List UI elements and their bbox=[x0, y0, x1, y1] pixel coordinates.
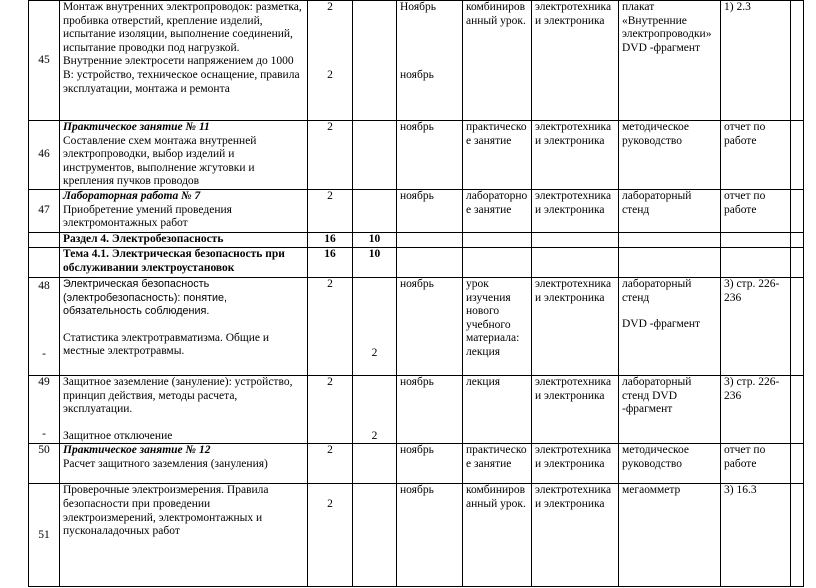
equipment-cell: лабораторный стенд bbox=[619, 189, 721, 232]
equipment-cell: мегаомметр bbox=[619, 484, 721, 587]
empty-cell bbox=[791, 1, 804, 121]
empty-cell bbox=[463, 232, 532, 247]
topic-cell bbox=[60, 1, 308, 121]
hours-value: 2 bbox=[327, 68, 333, 81]
empty-cell bbox=[791, 277, 804, 375]
section-title: Раздел 4. Электробезопасность bbox=[60, 232, 308, 247]
table-row bbox=[29, 277, 804, 375]
hours-extra-value: 2 bbox=[353, 375, 397, 443]
theme-hours: 16 bbox=[308, 247, 353, 277]
lesson-type-cell: комбинированный урок. bbox=[463, 1, 532, 121]
equipment-cell bbox=[619, 277, 721, 375]
empty-cell bbox=[619, 232, 721, 247]
lesson-type-cell: практическое занятие bbox=[463, 444, 532, 484]
empty-cell bbox=[397, 232, 463, 247]
equipment-text: лабораторный стенд bbox=[622, 277, 692, 304]
month-value: ноябрь bbox=[400, 68, 434, 81]
row-number-cell bbox=[29, 375, 60, 443]
month-value: ноябрь bbox=[397, 484, 463, 587]
month-value: ноябрь bbox=[397, 121, 463, 190]
hours-extra-cell bbox=[353, 1, 397, 121]
hours-value: 2 bbox=[308, 189, 353, 232]
subject-cell: электротехника и электроника bbox=[532, 277, 619, 375]
row-number: 48 bbox=[38, 279, 50, 292]
row-dash: - bbox=[42, 347, 46, 360]
row-number-cell bbox=[29, 277, 60, 375]
row-number: 47 bbox=[29, 189, 60, 232]
homework-cell: 1) 2.3 bbox=[721, 1, 791, 121]
empty-cell bbox=[532, 232, 619, 247]
topic-text: Расчет защитного заземления (зануления) bbox=[63, 457, 268, 470]
row-number: 51 bbox=[29, 484, 60, 587]
month-value: ноябрь bbox=[397, 444, 463, 484]
hours-value: 2 bbox=[308, 484, 353, 587]
lesson-type-cell: урок изучения нового учебного материала: лекция bbox=[463, 277, 532, 375]
hours-extra-value: 2 bbox=[353, 277, 397, 375]
homework-cell: 3) 16.3 bbox=[721, 484, 791, 587]
equipment-cell: лабораторный стенд DVD -фрагмент bbox=[619, 375, 721, 443]
subject-cell: электротехника и электроника bbox=[532, 444, 619, 484]
topic-cell bbox=[60, 375, 308, 443]
equipment-cell: плакат «Внутренние электропроводки» DVD -фрагмент bbox=[619, 1, 721, 121]
topic-title: Лабораторная работа № 7 bbox=[63, 189, 201, 202]
empty-cell bbox=[791, 121, 804, 190]
topic-text: Статистика электротравматизма. Общие и местные электротравмы. bbox=[63, 331, 270, 358]
subject-cell: электротехника и электроника bbox=[532, 375, 619, 443]
lesson-type-cell: лабораторное занятие bbox=[463, 189, 532, 232]
equipment-cell: методическое руководство bbox=[619, 121, 721, 190]
topic-text: Проверочные электроизмерения. Правила безопасности при проведении электроизмерений, электромонтажных и пусконаладочных работ bbox=[60, 484, 308, 587]
hours-value: 2 bbox=[308, 444, 353, 484]
topic-text: Приобретение умений проведения электромонтажных работ bbox=[63, 203, 232, 230]
empty-cell bbox=[532, 247, 619, 277]
topic-text: Монтаж внутренних электропроводок: разметка, пробивка отверстий, крепление изделий, испытание изоляции, выполнение соединений, испытание проводки под нагрузкой. bbox=[63, 1, 302, 54]
hours-extra-cell bbox=[353, 189, 397, 232]
theme-hours-extra: 10 bbox=[353, 247, 397, 277]
section-hours-extra: 10 bbox=[353, 232, 397, 247]
lesson-plan-table bbox=[28, 0, 804, 587]
subject-cell: электротехника и электроника bbox=[532, 189, 619, 232]
lesson-type-cell: лекция bbox=[463, 375, 532, 443]
topic-text: Составление схем монтажа внутренней электропроводки, выбор изделий и инструментов, выполнение жгутовки и крепления пучков проводов bbox=[63, 134, 257, 188]
table-row bbox=[29, 121, 804, 190]
month-value: ноябрь bbox=[397, 277, 463, 375]
table-row bbox=[29, 375, 804, 443]
hours-extra-cell bbox=[353, 484, 397, 587]
empty-cell bbox=[397, 247, 463, 277]
equipment-text: DVD -фрагмент bbox=[622, 318, 701, 331]
topic-title: Практическое занятие № 12 bbox=[63, 444, 211, 457]
hours-value: 2 bbox=[308, 277, 353, 375]
empty-cell bbox=[791, 247, 804, 277]
topic-cell bbox=[60, 277, 308, 375]
empty-cell bbox=[791, 484, 804, 587]
topic-text: Защитное заземление (зануление): устройство, принцип действия, методы расчета, эксплуатации. bbox=[63, 375, 293, 416]
topic-cell bbox=[60, 189, 308, 232]
subject-cell: электротехника и электроника bbox=[532, 121, 619, 190]
subject-cell: электротехника и электроника bbox=[532, 484, 619, 587]
row-dash: - bbox=[42, 427, 46, 440]
hours-cell bbox=[308, 1, 353, 121]
lesson-type-cell: комбинированный урок. bbox=[463, 484, 532, 587]
theme-row bbox=[29, 247, 804, 277]
homework-cell: 3) стр. 226-236 bbox=[721, 375, 791, 443]
empty-cell bbox=[791, 189, 804, 232]
empty-cell bbox=[791, 232, 804, 247]
empty-cell bbox=[463, 247, 532, 277]
section-hours: 16 bbox=[308, 232, 353, 247]
theme-title: Тема 4.1. Электрическая безопасность при обслуживании электроустановок bbox=[60, 247, 308, 277]
hours-value: 2 bbox=[327, 1, 333, 13]
row-number: 49 bbox=[38, 375, 50, 388]
empty-cell bbox=[721, 232, 791, 247]
topic-title: Практическое занятие № 11 bbox=[63, 121, 210, 133]
topic-text: Электрическая безопасность (электробезопасность): понятие, обязательность соблюдения. bbox=[63, 277, 228, 318]
table-row bbox=[29, 444, 804, 484]
hours-value: 2 bbox=[308, 375, 353, 443]
hours-value: 2 bbox=[308, 121, 353, 190]
topic-cell bbox=[60, 444, 308, 484]
table-row bbox=[29, 484, 804, 587]
equipment-cell: методическое руководство bbox=[619, 444, 721, 484]
lesson-type-cell: практическое занятие bbox=[463, 121, 532, 190]
empty-cell bbox=[619, 247, 721, 277]
homework-cell: отчет по работе bbox=[721, 189, 791, 232]
homework-cell: 3) стр. 226-236 bbox=[721, 277, 791, 375]
row-number: 46 bbox=[29, 121, 60, 190]
row-number: 45 bbox=[29, 1, 60, 121]
homework-cell: отчет по работе bbox=[721, 444, 791, 484]
month-cell bbox=[397, 1, 463, 121]
month-value: ноябрь bbox=[397, 189, 463, 232]
empty-cell bbox=[791, 444, 804, 484]
hours-extra-cell bbox=[353, 444, 397, 484]
homework-cell: отчет по работе bbox=[721, 121, 791, 190]
empty-cell bbox=[721, 247, 791, 277]
topic-text: Защитное отключение bbox=[63, 429, 173, 442]
page bbox=[28, 0, 816, 587]
month-value: Ноябрь bbox=[400, 1, 436, 13]
row-number: 50 bbox=[29, 444, 60, 484]
table-row bbox=[29, 189, 804, 232]
empty-cell bbox=[29, 247, 60, 277]
month-value: ноябрь bbox=[397, 375, 463, 443]
table-row bbox=[29, 1, 804, 121]
subject-cell: электротехника и электроника bbox=[532, 1, 619, 121]
empty-cell bbox=[29, 232, 60, 247]
topic-cell bbox=[60, 121, 308, 190]
topic-text: Внутренние электросети напряжением до 1000 В: устройство, техническое оснащение, правила эксплуатации, монтажа и ремонта bbox=[63, 55, 300, 95]
empty-cell bbox=[791, 375, 804, 443]
section-row bbox=[29, 232, 804, 247]
hours-extra-cell bbox=[353, 121, 397, 190]
